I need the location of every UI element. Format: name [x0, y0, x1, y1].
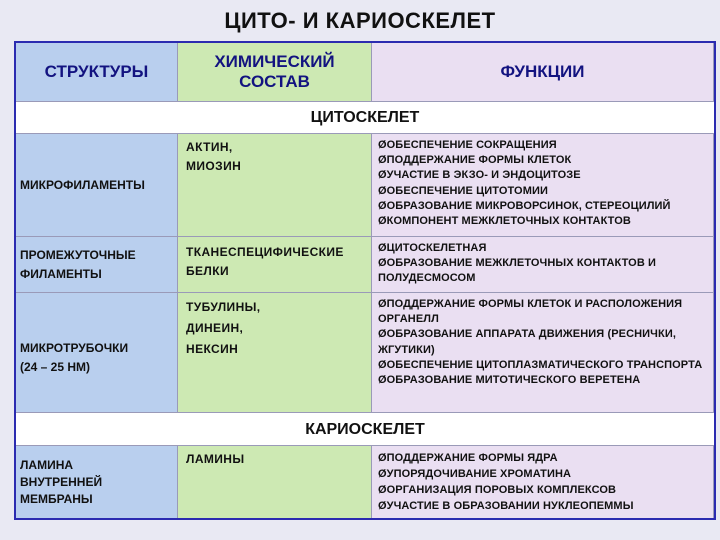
- header-chemical-line1: ХИМИЧЕСКИЙ: [214, 52, 335, 71]
- header-structures: СТРУКТУРЫ: [16, 43, 178, 102]
- header-chemical-line2: СОСТАВ: [239, 72, 310, 91]
- structure-line: МИКРОТРУБОЧКИ: [20, 340, 129, 355]
- chemical-line: ЛАМИНЫ: [186, 452, 245, 466]
- function-item: ØОБЕСПЕЧЕНИЕ СОКРАЩЕНИЯ: [378, 139, 557, 151]
- header-chemical: [178, 43, 372, 102]
- structure-lamina: [16, 446, 178, 518]
- structure-intermediate-filaments: [16, 237, 178, 293]
- structure-line: ВНУТРЕННЕЙ: [20, 474, 103, 489]
- function-item: ØОБРАЗОВАНИЕ МЕЖКЛЕТОЧНЫХ КОНТАКТОВ И ПОЛУДЕСМОСОМ: [378, 257, 657, 285]
- structure-line: МЕМБРАНЫ: [20, 491, 93, 506]
- structure-microfilaments: [16, 134, 178, 237]
- function-item: ØОБЕСПЕЧЕНИЕ ЦИТОПЛАЗМАТИЧЕСКОГО ТРАНСПОРТА: [378, 358, 703, 371]
- chemical-intermediate-filaments: [178, 237, 372, 293]
- header-functions: ФУНКЦИИ: [372, 43, 714, 102]
- function-item: ØЦИТОСКЕЛЕТНАЯ: [378, 242, 487, 254]
- chemical-line: АКТИН,: [186, 140, 233, 154]
- chemical-microtubules: [178, 293, 372, 413]
- chemical-line: МИОЗИН: [186, 159, 242, 173]
- chemical-line: НЕКСИН: [186, 342, 239, 356]
- structure-line: МИКРОФИЛАМЕНТЫ: [20, 177, 145, 192]
- chemical-line: ДИНЕИН,: [186, 321, 244, 335]
- skeleton-table: [14, 41, 716, 520]
- functions-lamina: [372, 446, 714, 518]
- function-item: ØОБРАЗОВАНИЕ МИТОТИЧЕСКОГО ВЕРЕТЕНА: [378, 374, 641, 387]
- function-item: ØОРГАНИЗАЦИЯ ПОРОВЫХ КОМПЛЕКСОВ: [378, 484, 617, 496]
- structure-line: ЛАМИНА: [20, 457, 74, 472]
- function-item: ØПОДДЕРЖАНИЕ ФОРМЫ ЯДРА: [378, 452, 558, 464]
- structure-line: (24 – 25 НМ): [20, 359, 91, 374]
- structure-microtubules: [16, 293, 178, 413]
- function-item: ØОБЕСПЕЧЕНИЕ ЦИТОТОМИИ: [378, 184, 548, 197]
- structure-line: ПРОМЕЖУТОЧНЫЕ: [20, 247, 136, 262]
- chemical-lamina: [178, 446, 372, 518]
- section-karyoskeleton: КАРИОСКЕЛЕТ: [16, 413, 714, 446]
- function-item: ØПОДДЕРЖАНИЕ ФОРМЫ КЛЕТОК: [378, 154, 572, 167]
- function-item: ØПОДДЕРЖАНИЕ ФОРМЫ КЛЕТОК И РАСПОЛОЖЕНИЯ ОРГАНЕЛЛ: [378, 298, 683, 326]
- chemical-line: ТУБУЛИНЫ,: [186, 300, 261, 314]
- function-item: ØОБРАЗОВАНИЕ АППАРАТА ДВИЖЕНИЯ (РЕСНИЧКИ, ЖГУТИКИ): [378, 328, 676, 356]
- function-item: ØУПОРЯДОЧИВАНИЕ ХРОМАТИНА: [378, 468, 572, 480]
- function-item: ØОБРАЗОВАНИЕ МИКРОВОРСИНОК, СТЕРЕОЦИЛИЙ: [378, 199, 671, 212]
- functions-microtubules: [372, 293, 714, 413]
- function-item: ØУЧАСТИЕ В ЭКЗО- И ЭНДОЦИТОЗЕ: [378, 169, 581, 182]
- chemical-line: БЕЛКИ: [186, 264, 229, 278]
- chemical-microfilaments: [178, 134, 372, 237]
- structure-line: ФИЛАМЕНТЫ: [20, 266, 102, 281]
- function-item: ØКОМПОНЕНТ МЕЖКЛЕТОЧНЫХ КОНТАКТОВ: [378, 215, 631, 228]
- chemical-line: ТКАНЕСПЕЦИФИЧЕСКИЕ: [186, 245, 344, 259]
- functions-intermediate-filaments: [372, 237, 714, 293]
- functions-microfilaments: [372, 134, 714, 237]
- section-cytoskeleton: ЦИТОСКЕЛЕТ: [16, 102, 714, 134]
- page-title: ЦИТО- И КАРИОСКЕЛЕТ: [224, 8, 496, 33]
- function-item: ØУЧАСТИЕ В ОБРАЗОВАНИИ НУКЛЕОПЕММЫ: [378, 500, 634, 512]
